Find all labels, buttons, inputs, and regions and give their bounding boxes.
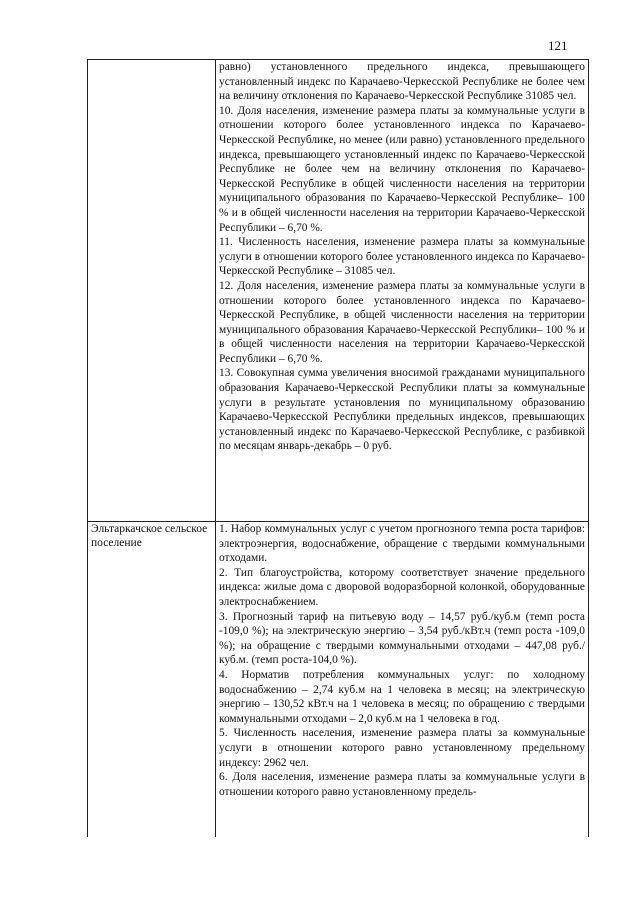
- settlement-indices-table: [87, 59, 589, 837]
- parameter-item: 13. Совокупная сумма увеличения вносимой гражданами муниципального образования Карачаево-Черкесской Республики платы за коммунальные услуги в результате установления по муниципальному образованию Карачаево-Черкесской Республики предельных индексов, превышающих установленный индекс по Карачаево-Черкесской Республике, с разбивкой по месяцам январь-декабрь – 0 руб.: [219, 367, 585, 453]
- parameter-item: 10. Доля населения, изменение размера платы за коммунальные услуги в отношении которого более установленного индекса по Карачаево-Черкесской Республике, но менее (или равно) установленного предельного индекса, превышающего установленный индекс по Карачаево-Черкесской Республике не более чем на величину отклонения по Карачаево-Черкесской Республике в общей численности населения на территории муниципального образования по Карачаево-Черкесской Республике– 100 % и в общей численности населения на территории Карачаево-Черкесской Республики – 6,70 %.: [219, 104, 585, 234]
- parameter-item: 6. Доля населения, изменение размера платы за коммунальные услуги в отношении которого равно установленному предель-: [219, 771, 585, 798]
- parameter-item: 12. Доля населения, изменение размера платы за коммунальные услуги в отношении которого более установленного индекса по Карачаево-Черкесской Республике, в общей численности населения на территории муниципального образования Карачаево-Черкесской Республики– 100 % и в общей численности населения на территории Карачаево-Черкесской Республики – 6,70 %.: [219, 279, 585, 365]
- parameter-item: 5. Численность населения, изменение размера платы за коммунальные услуги в отношении которого равно установленному предельному индексу: 2962 чел.: [219, 727, 585, 769]
- page-number: 121: [548, 38, 568, 53]
- parameter-item: 2. Тип благоустройства, которому соответствует значение предельного индекса: жилые дома с дворовой водоразборной колонкой, оборудованные электроснабжением.: [219, 566, 585, 608]
- parameters-cell: [216, 60, 589, 522]
- parameter-item: 3. Прогнозный тариф на питьевую воду – 14,57 руб./куб.м (темп роста -109,0 %); на электрическую энергию – 3,54 руб./кВт.ч (темп роста -109,0 %); на обращение с твердыми коммунальными отходами – 447,08 руб./куб.м. (темп роста-104,0 %).: [219, 610, 585, 667]
- parameter-item: 1. Набор коммунальных услуг с учетом прогнозного темпа роста тарифов: электроэнергия, водоснабжение, обращение с твердыми коммунальными отходами.: [219, 523, 585, 565]
- table-row: [88, 60, 589, 522]
- parameter-item: равно) установленного предельного индекса, превышающего установленный индекс по Карачаево-Черкесской Республике не более чем на величину отклонения по Карачаево-Черкесской Республике 31085 чел.: [219, 61, 585, 103]
- table-row: [88, 522, 589, 838]
- parameter-item: 11. Численность населения, изменение размера платы за коммунальные услуги в отношении которого более установленного индекса по Карачаево-Черкесской Республике – 31085 чел.: [219, 236, 585, 278]
- parameter-item: 4. Норматив потребления коммунальных услуг: по холодному водоснабжению – 2,74 куб.м на 1 человека в месяц; на электрическую энергию – 130,52 кВт.ч на 1 человека в месяц; по обращению с твердыми коммунальными отходами – 2,0 куб.м на 1 человека в год.: [219, 668, 585, 725]
- settlement-name-cell: [88, 60, 216, 522]
- settlement-name-cell: Эльтаркачское сельское поселение: [88, 522, 216, 838]
- parameters-cell: [216, 522, 589, 838]
